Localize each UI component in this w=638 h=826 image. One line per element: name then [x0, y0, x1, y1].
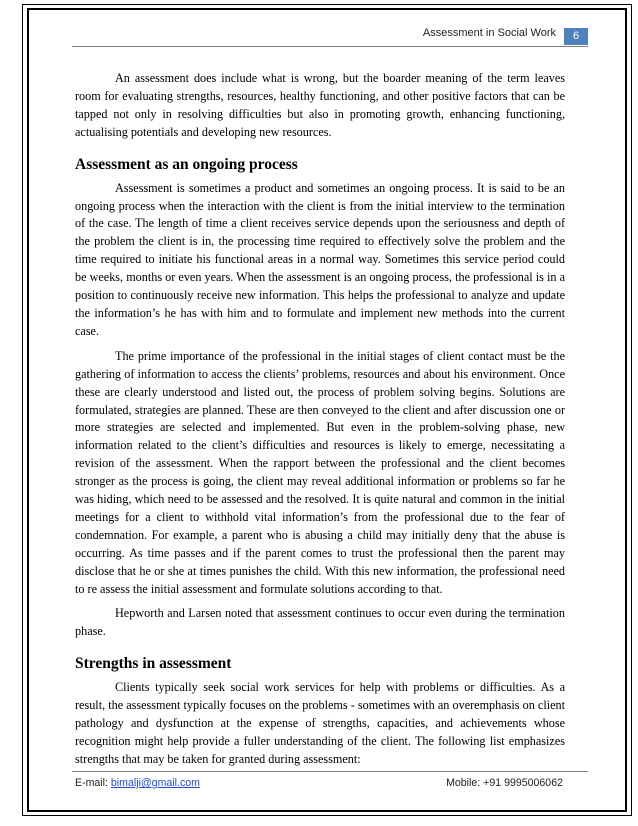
section-heading: Strengths in assessment [75, 655, 232, 673]
paragraph: Assessment is sometimes a product and sometimes an ongoing process. It is said to be an ongoing process when the interaction with the client is from the initial interview to the termination of the case. The length of time a client receives service depends upon the seriousness and depth of the problem the client is in, the processing time required to effectively solve the problem and the time required to initiate his functional areas in a normal way. Sometimes this service period could be weeks, months or even years. When the assessment is an ongoing process, the professional is in a position to continuously receive new information. This helps the professional to analyze and update the information’s he has with him and to formulate and implement new methods into the current case. [75, 180, 565, 338]
footer-email [75, 777, 200, 789]
paragraph: Clients typically seek social work services for help with problems or difficulties. As a result, the assessment typically focuses on the problems - sometimes with an overemphasis on client pathology and dysfunction at the expense of strengths, capacities, and achievements whose recognition might help provide a fuller understanding of the client. The following list emphasizes strengths that may be taken for granted during assessment: [75, 680, 565, 766]
paragraph: The prime importance of the professional in the initial stages of client contact must be the gathering of information to access the clients’ problems, resources and about his environment. Once these are clearly understood and listed out, the process of problem solving begins. Solutions are formulated, strategies are planned. These are then conveyed to the client and after discussion one or more strategies are selected and implemented. But even in the problem-solving phase, new information related to the client’s difficulties and resources is likely to emerge, necessitating a revision of the assessment. When the rapport between the professional and the client becomes stronger as the process is going, the client may reveal additional information or problems so far he was hiding, which need to be assessed and the resolved. It is quite natural and common in the initial meetings for a client to withhold vital information’s from the professional due to the fear of condemnation. For example, a parent who is abusing a child may initially deny that the abuse is occurring. As time passes and if the parent comes to trust the professional then the parent may disclose that he or she at times punishes the child. With this new information, the professional need to re assess the initial assessment and formulate solutions according to that. [75, 348, 565, 596]
header-divider [72, 46, 588, 47]
email-link[interactable]: bimalji@gmail.com [110, 777, 200, 789]
footer-divider [72, 771, 588, 772]
paragraph: An assessment does include what is wrong, but the boarder meaning of the term leaves room for evaluating strengths, resources, healthy functioning, and other positive factors that can be tapped not only in resolving difficulties but also in promoting growth, enhancing functioning, actualising potentials and developing new resources. [75, 71, 565, 139]
footer-mobile: Mobile: +91 9995006062 [446, 777, 563, 789]
document-body [75, 70, 565, 776]
paragraph: Hepworth and Larsen noted that assessment continues to occur even during the termination phase. [75, 606, 565, 639]
page-number-badge: 6 [564, 28, 588, 45]
section-heading: Assessment as an ongoing process [75, 155, 298, 173]
email-label: E-mail: [75, 777, 111, 789]
running-header-title: Assessment in Social Work [422, 27, 556, 39]
